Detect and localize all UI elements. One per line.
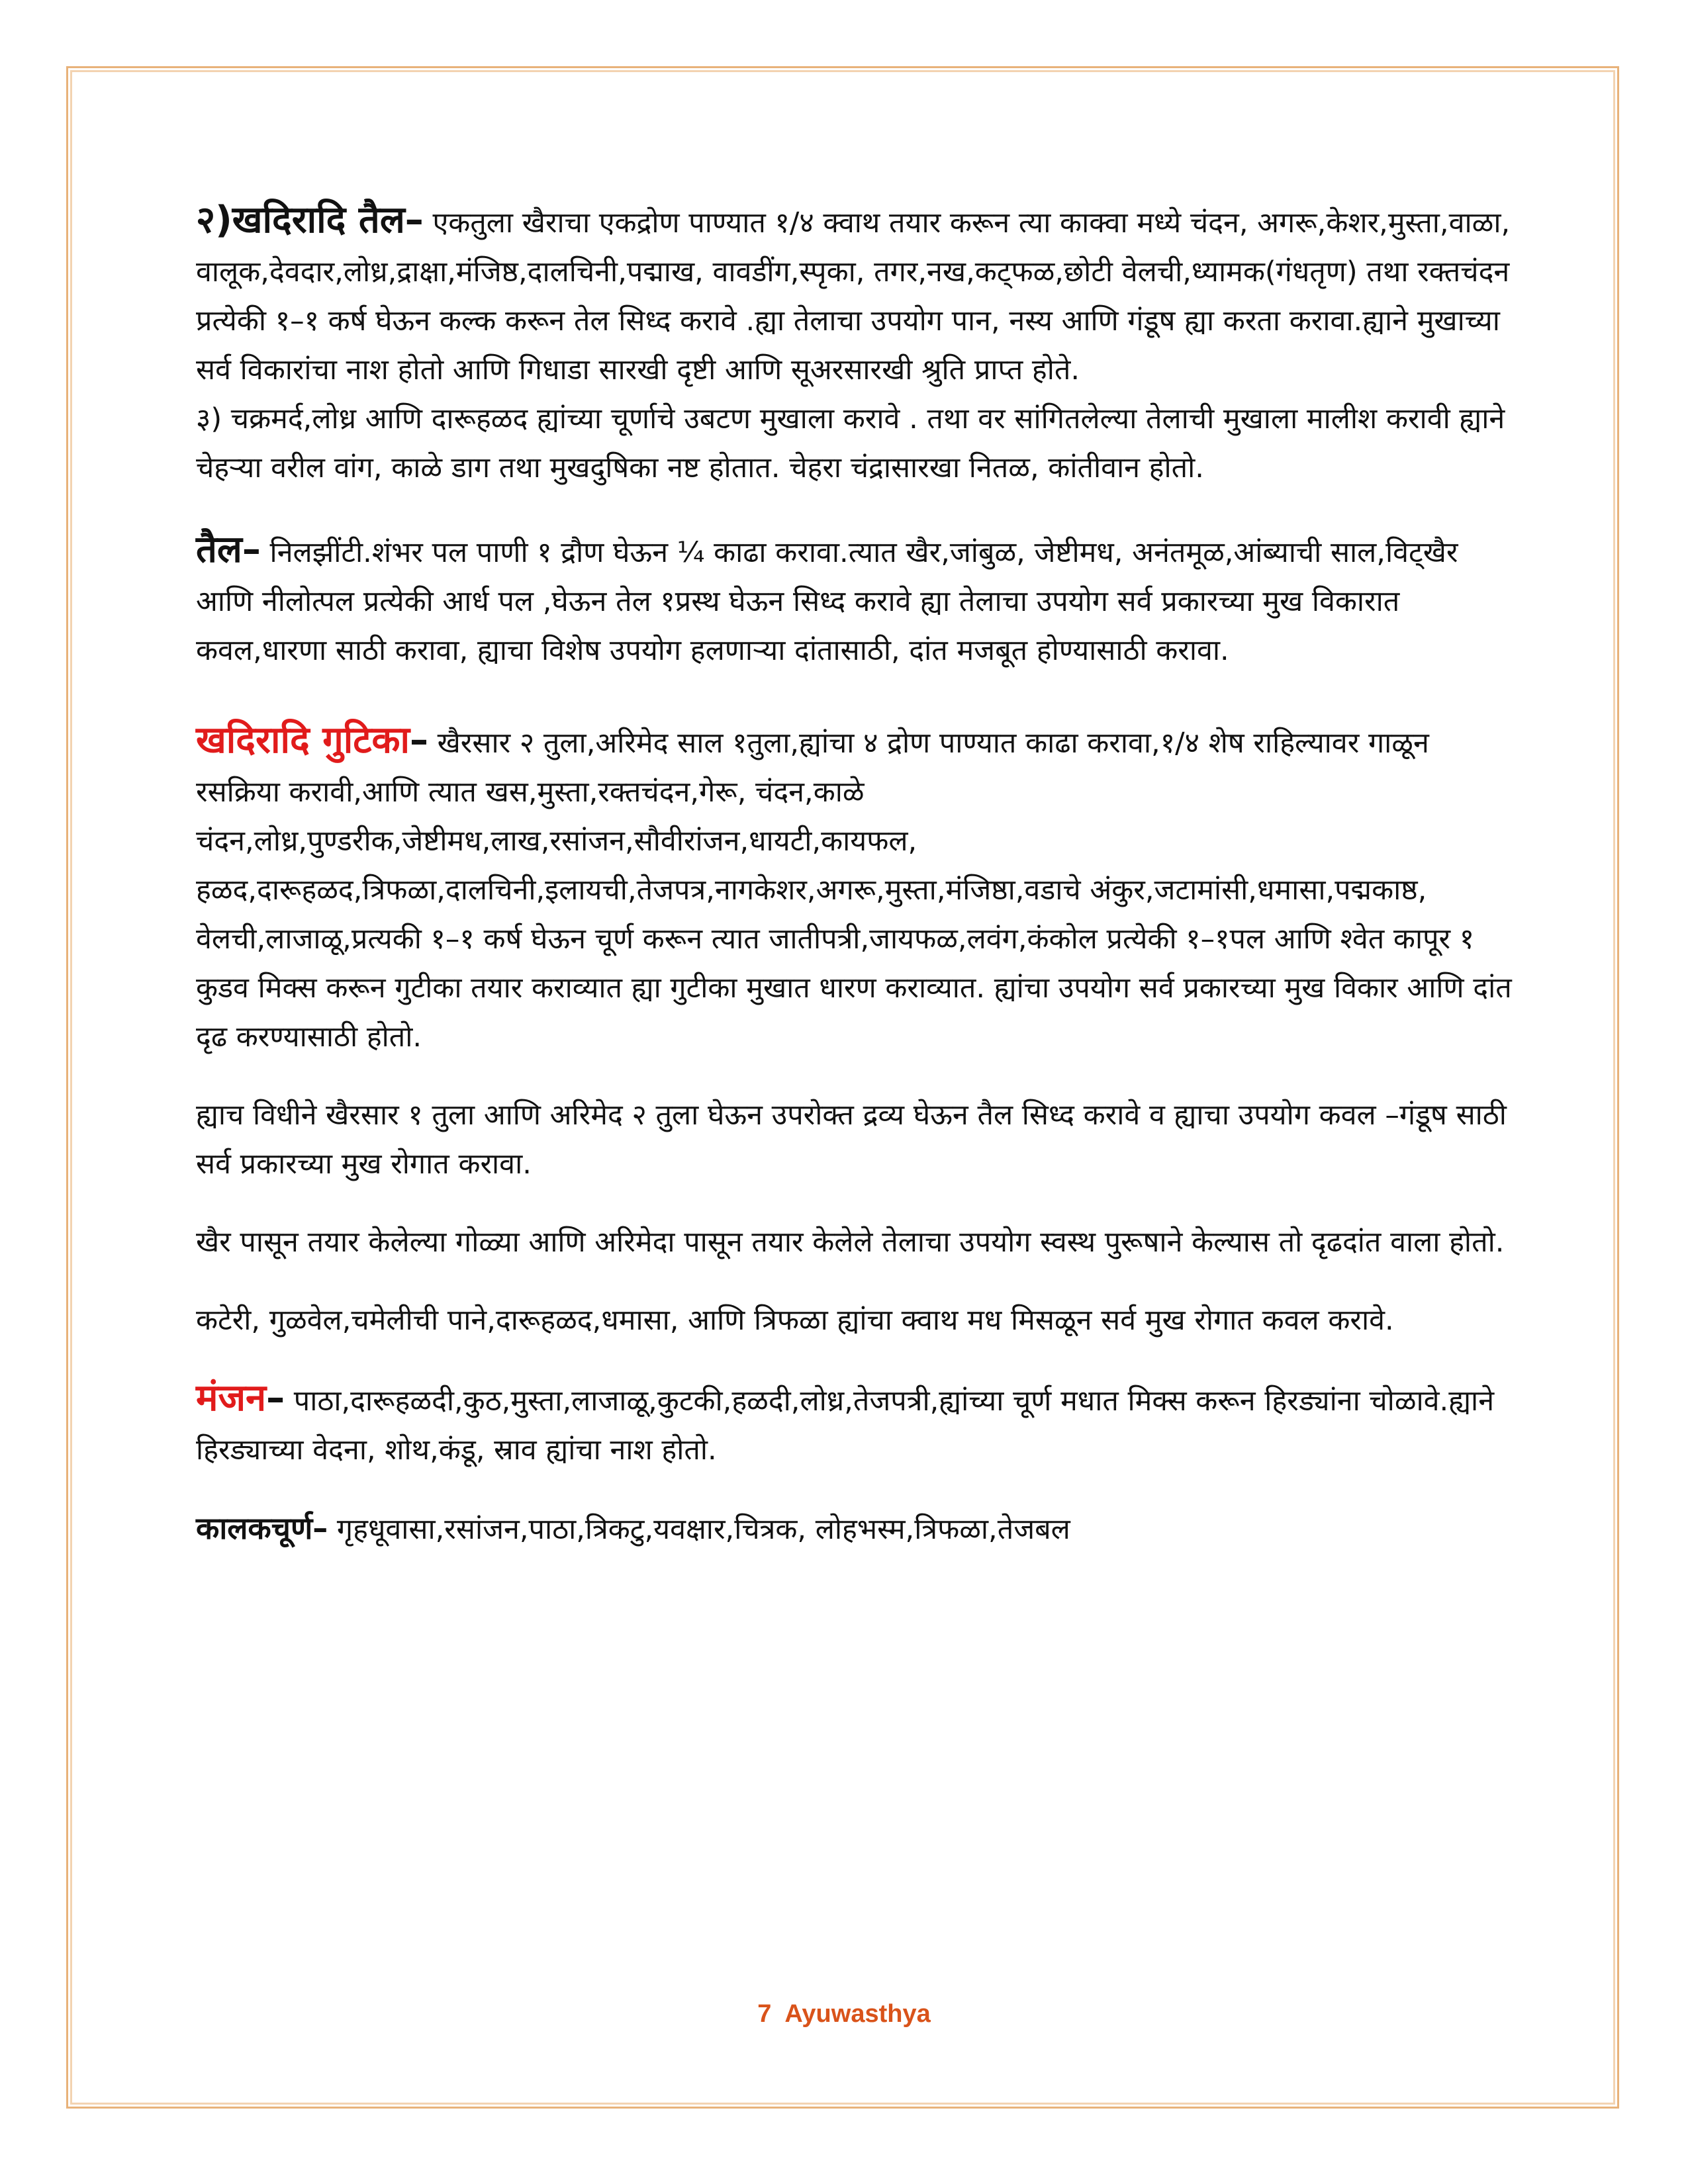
heading-manjan: मंजन [196,1377,267,1420]
paragraph-vidhi [196,1091,1513,1189]
body-text: खैरसार २ तुला,अरिमेद साल १तुला,ह्यांचा ४ द्रोण पाण्यात काढा करावा,१/४ शेष राहिल्यावर गाळून रसक्रिया करावी,आणि त्यात खस,मुस्ता,रक्तचंदन,गेरू, चंदन,काळे चंदन,लोध्र,पुण्डरीक,जेष्टीमध,लाख,रसांजन,सौवीरांजन,धायटी,कायफल, हळद,दारूहळद,त्रिफळा,दालचिनी,इलायची,तेजपत्र,नागकेशर,अगरू,मुस्ता,मंजिष्ठा,वडाचे अंकुर,जटामांसी,धमासा,पद्मकाष्ठ, वेलची,लाजाळू,प्रत्यकी १–१ कर्ष घेऊन चूर्ण करून त्यात जातीपत्री,जायफळ,लवंग,कंकोल प्रत्येकी १–१पल आणि श्वेत कापूर १ कुडव मिक्स करून गुटीका तयार कराव्यात ह्या गुटीका मुखात धारण कराव्यात. ह्यांचा उपयोग सर्व प्रकारच्या मुख विकार आणि दांत दृढ करण्यासाठी होतो. [196,727,1512,1054]
heading-khadiradi-tail: २)खदिरादि तैल– [196,199,424,242]
body-text: गृहधूवासा,रसांजन,पाठा,त्रिकटु,यवक्षार,चित्रक, लोहभस्म,त्रिफळा,तेजबल [328,1513,1070,1546]
heading-khadiradi-gutika: खदिरादि गुटिका [196,719,410,762]
body-text: पाठा,दारूहळदी,कुठ,मुस्ता,लाजाळू,कुटकी,हळदी,लोध्र,तेजपत्री,ह्यांच्या चूर्ण मधात मिक्स करून हिरड्यांना चोळावे.ह्याने हिरड्याच्या वेदना, शोथ,कंडू, स्राव ह्यांचा नाश होतो. [196,1385,1495,1467]
paragraph-khadiradi-tail [196,196,1513,394]
body-text: एकतुला खैराचा एकद्रोण पाण्यात १/४ क्वाथ तयार करून त्या काक्वा मध्ये चंदन, अगरू,केशर,मुस्ता,वाळा, वालूक,देवदार,लोध्र,द्राक्षा,मंजिष्ठ,दालचिनी,पद्माख, वावडींग,स्पृका, तगर,नख,कट्फळ,छोटी वेलची,ध्यामक(गंधतृण) तथा रक्तचंदन प्रत्येकी १–१ कर्ष घेऊन कल्क करून तेल सिध्द करावे .ह्या तेलाचा उपयोग पान, नस्य आणि गंडूष ह्या करता करावा.ह्याने मुखाच्या सर्व विकारांचा नाश होतो आणि गिधाडा सारखी दृष्टी आणि सूअरसारखी श्रुति प्राप्त होते. [196,206,1511,387]
page-number: 7 [757,2000,772,2028]
paragraph-kalakchurna [196,1504,1513,1554]
page-content [196,196,1513,1554]
body-text: खैर पासून तयार केलेल्या गोळ्या आणि अरिमेदा पासून तयार केलेले तेलाचा उपयोग स्वस्थ पुरूषाने केल्यास तो दृढदांत वाला होतो. [196,1226,1505,1259]
paragraph-khadiradi-gutika [196,716,1513,1062]
paragraph-kateri [196,1296,1513,1345]
paragraph-khair [196,1218,1513,1267]
heading-dash: – [266,1377,285,1420]
page-footer [0,2000,1688,2028]
body-text: ३) चक्रमर्द,लोध्र आणि दारूहळद ह्यांच्या चूर्णाचे उबटण मुखाला करावे . तथा वर सांगितलेल्या तेलाची मुखाला मालीश करावी ह्याने चेहऱ्या वरील वांग, काळे डाग तथा मुखदुषिका नष्ट होतात. चेहरा चंद्रासारखा नितळ, कांतीवान होतो. [196,402,1505,484]
body-text: निलझींटी.शंभर पल पाणी १ द्रौण घेऊन ¼ काढा करावा.त्यात खैर,जांबुळ, जेष्टीमध, अनंतमूळ,आंब्याची साल,विट्खैर आणि नीलोत्पल प्रत्येकी आर्ध पल ,घेऊन तेल १प्रस्थ घेऊन सिध्द करावे ह्या तेलाचा उपयोग सर्व प्रकारच्या मुख विकारात कवल,धारणा साठी करावा, ह्याचा विशेष उपयोग हलणाऱ्या दांतासाठी, दांत मजबूत होण्यासाठी करावा. [196,536,1458,667]
paragraph-manjan [196,1374,1513,1475]
body-text: कटेरी, गुळवेल,चमेलीची पाने,दारूहळद,धमासा, आणि त्रिफळा ह्यांचा क्वाथ मध मिसळून सर्व मुख रोगात कवल करावे. [196,1304,1394,1337]
footer-title: Ayuwasthya [784,2000,931,2028]
heading-kalakchurna: कालकचूर्ण– [196,1510,328,1546]
heading-tail: तैल– [196,528,261,571]
body-text: ह्याच विधीने खैरसार १ तुला आणि अरिमेद २ तुला घेऊन उपरोक्त द्रव्य घेऊन तैल सिध्द करावे व ह्याचा उपयोग कवल –गंडूष साठी सर्व प्रकारच्या मुख रोगात करावा. [196,1099,1507,1181]
paragraph-chakramard [196,394,1513,492]
heading-dash: – [409,719,428,762]
paragraph-tail [196,525,1513,675]
